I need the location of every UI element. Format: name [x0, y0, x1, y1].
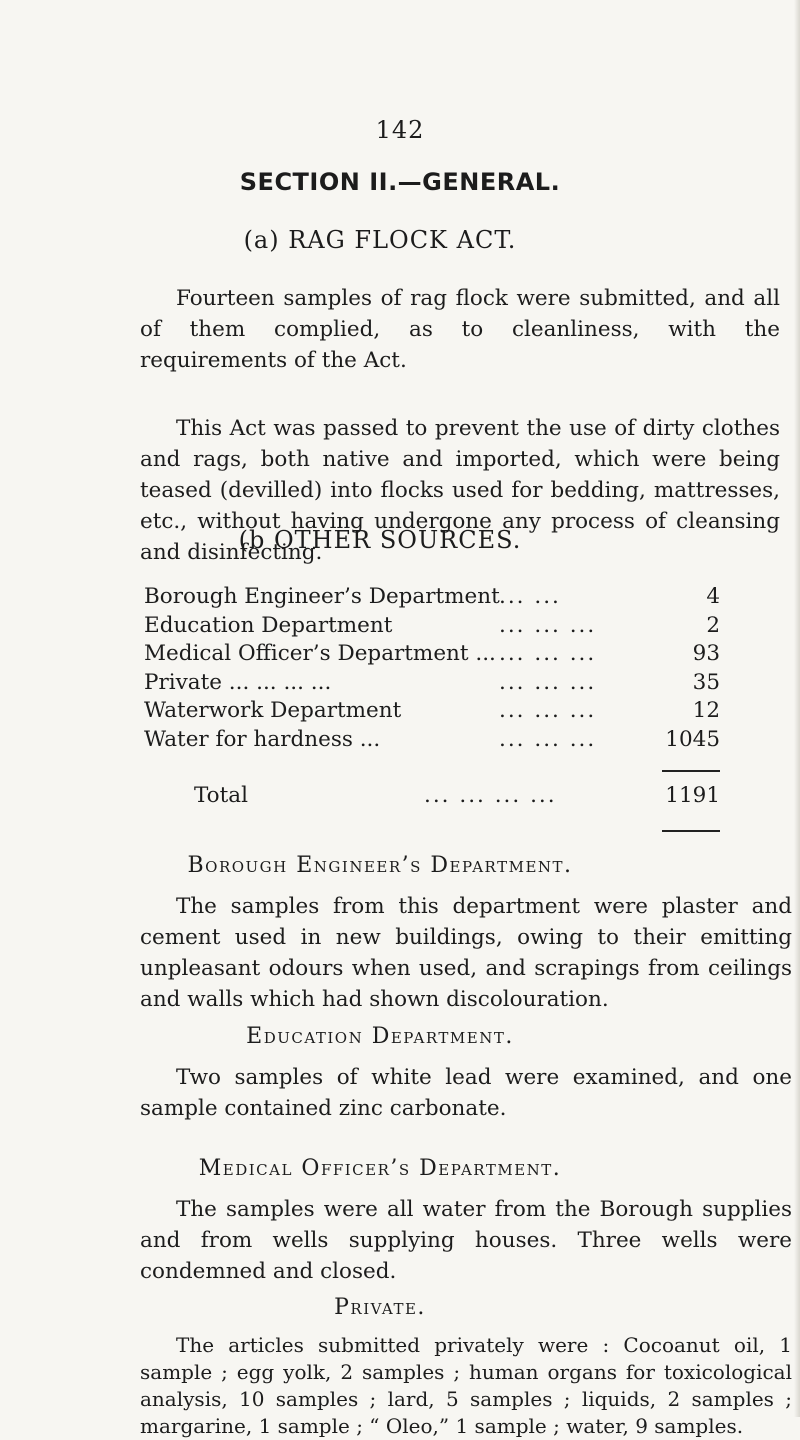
medical-officer-text: The samples were all water from the Borough supplies and from wells supplying houses. Three wells were condemned and closed. [140, 1197, 792, 1284]
leader-dots: ... ... ... [499, 726, 597, 752]
row-label: Education Department [144, 612, 393, 638]
page-edge-shadow [794, 0, 800, 1417]
row-value: 4 [706, 584, 720, 609]
table-row [144, 669, 720, 698]
rag-flock-paragraph-2: This Act was passed to prevent the use of dirty clothes and rags, both native and imported, which were being teased (devilled) into flocks used for bedding, mattresses, etc., without having undergone any process of cleansing and disinfecting. [140, 416, 780, 565]
table-row [144, 726, 720, 755]
row-label: Private ... ... ... ... [144, 669, 332, 695]
borough-engineer-text: The samples from this department were plaster and cement used in new buildings, owing to their emitting unpleasant odours when used, and scrapings from ceilings and walls which had shown discolouration. [140, 894, 792, 1012]
leader-dots: ... ... ... [499, 669, 597, 695]
subtotal-rule [662, 770, 720, 772]
total-label: Total [194, 783, 248, 808]
leader-dots: ... ... ... [499, 641, 597, 666]
private-text: The articles submitted privately were : Cocoanut oil, 1 sample ; egg yolk, 2 samples ; human organs for toxicological analysis, 10 samples ; lard, 5 samples ; liquids, 2 samples ; margarine, 1 sample ; “ Oleo,” 1 sample ; water, 9 samples. [140, 1333, 792, 1438]
row-label: Water for hardness ... [144, 726, 381, 752]
row-value: 1045 [665, 726, 720, 752]
education-text: Two samples of white lead were examined, and one sample contained zinc carbonate. [140, 1065, 792, 1121]
leader-dots: ... ... ... ... [424, 783, 557, 808]
table-row [144, 640, 720, 669]
row-value: 93 [692, 641, 720, 666]
private-heading: Private. [334, 1295, 426, 1320]
rag-flock-paragraph-1: Fourteen samples of rag flock were submitted, and all of them complied, as to cleanliness, with the requirements of the Act. [140, 286, 780, 373]
row-label: Borough Engineer’s Department [144, 584, 500, 609]
total-value: 1191 [665, 783, 720, 808]
page-number: 142 [375, 116, 425, 144]
other-sources-heading: (b OTHER SOURCES. [238, 526, 522, 554]
row-value: 35 [692, 669, 720, 695]
table-row [144, 697, 720, 726]
total-rule [662, 830, 720, 832]
row-label: Medical Officer’s Department ... [144, 641, 496, 666]
education-heading: Education Department. [246, 1024, 514, 1049]
rag-flock-heading: (a) RAG FLOCK ACT. [243, 226, 517, 254]
borough-engineer-heading: Borough Engineer’s Department. [187, 853, 573, 878]
row-label: Waterwork Department [144, 698, 402, 723]
medical-officer-heading: Medical Officer’s Department. [198, 1156, 562, 1181]
sources-table [144, 583, 720, 808]
total-row [144, 781, 720, 811]
table-row [144, 612, 720, 641]
leader-dots: ... ... ... [499, 698, 597, 723]
row-value: 12 [692, 698, 720, 723]
leader-dots: ... ... ... [499, 612, 597, 638]
row-value: 2 [706, 612, 720, 638]
table-row [144, 583, 720, 612]
leader-dots: ... ... [499, 584, 561, 609]
section-heading: SECTION II.—GENERAL. [239, 168, 561, 196]
